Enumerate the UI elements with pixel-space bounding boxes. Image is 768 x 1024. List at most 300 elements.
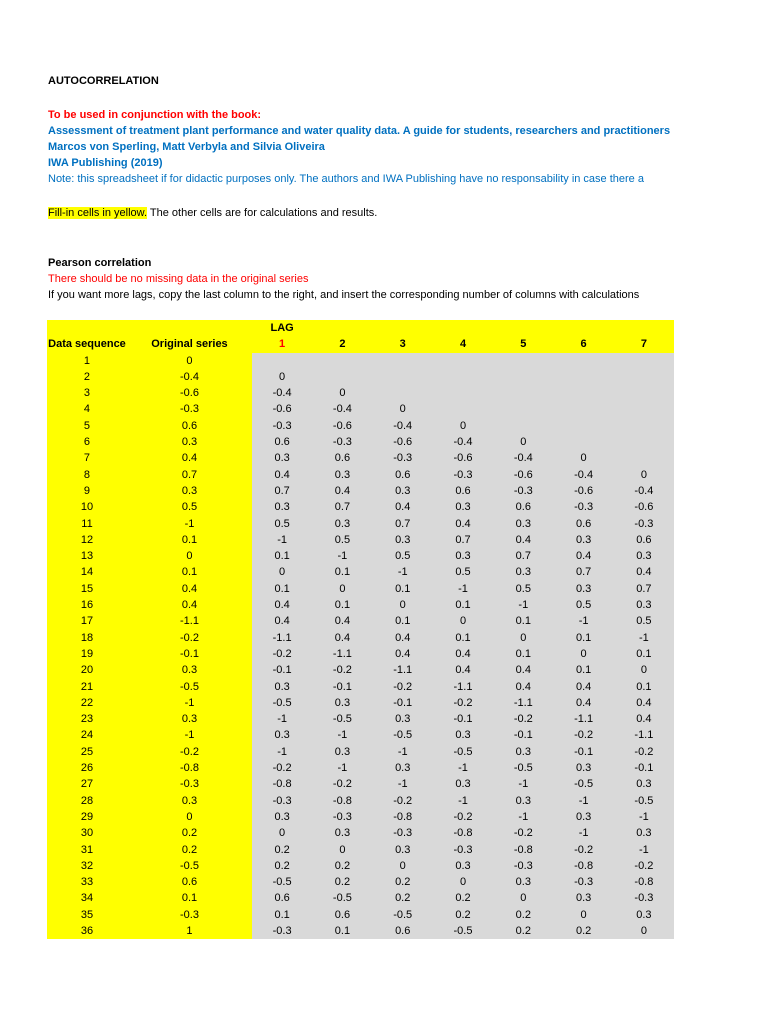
lagged-cell: [493, 369, 553, 385]
lagged-cell: -0.5: [493, 760, 553, 776]
sequence-cell: 1: [47, 353, 127, 369]
original-cell: 0.7: [127, 467, 252, 483]
lagged-cell: [553, 385, 613, 401]
original-cell: -0.3: [127, 907, 252, 923]
original-cell: -0.5: [127, 858, 252, 874]
table-row: [47, 467, 674, 483]
original-cell: 0: [127, 809, 252, 825]
original-cell: 0.4: [127, 597, 252, 613]
original-cell: -0.2: [127, 744, 252, 760]
autocorrelation-table: [47, 320, 674, 939]
lagged-cell: [614, 401, 674, 417]
lagged-cell: 0.2: [553, 923, 613, 939]
lagged-cell: -0.6: [553, 483, 613, 499]
header-blank: [614, 320, 674, 336]
sequence-cell: 17: [47, 613, 127, 629]
lagged-cell: -1.1: [493, 695, 553, 711]
lagged-cell: [614, 369, 674, 385]
lagged-cell: 0.2: [433, 907, 493, 923]
lagged-cell: 0.5: [312, 532, 372, 548]
original-cell: 0.4: [127, 581, 252, 597]
lagged-cell: 0.6: [312, 450, 372, 466]
sequence-cell: 20: [47, 662, 127, 678]
original-cell: -1: [127, 695, 252, 711]
original-cell: 0.2: [127, 842, 252, 858]
table-row: [47, 564, 674, 580]
lagged-cell: 0: [614, 923, 674, 939]
lag-header: 6: [553, 336, 613, 352]
lagged-cell: 0.3: [433, 727, 493, 743]
lagged-cell: 0.3: [493, 793, 553, 809]
lagged-cell: 0.3: [553, 890, 613, 906]
lagged-cell: 0.2: [312, 874, 372, 890]
lagged-cell: -0.8: [614, 874, 674, 890]
table-row: [47, 727, 674, 743]
lagged-cell: 0.1: [312, 923, 372, 939]
lagged-cell: -0.8: [312, 793, 372, 809]
lagged-cell: -0.8: [553, 858, 613, 874]
lagged-cell: 0.4: [493, 532, 553, 548]
header-blank: [433, 320, 493, 336]
lag-label: LAG: [252, 320, 312, 336]
lagged-cell: -0.2: [493, 825, 553, 841]
lagged-cell: [433, 385, 493, 401]
lagged-cell: 0.2: [493, 923, 553, 939]
sequence-cell: 6: [47, 434, 127, 450]
sequence-cell: 21: [47, 679, 127, 695]
lagged-cell: -1: [373, 564, 433, 580]
lagged-cell: -1.1: [312, 646, 372, 662]
lagged-cell: -0.5: [553, 776, 613, 792]
lagged-cell: -0.4: [433, 434, 493, 450]
lagged-cell: -0.8: [493, 842, 553, 858]
lagged-cell: [553, 369, 613, 385]
sequence-cell: 14: [47, 564, 127, 580]
lagged-cell: 0: [614, 662, 674, 678]
lagged-cell: -0.2: [493, 711, 553, 727]
lagged-cell: -1.1: [614, 727, 674, 743]
original-cell: -0.1: [127, 646, 252, 662]
table-row: [47, 613, 674, 629]
lagged-cell: [373, 385, 433, 401]
lagged-cell: 0.4: [312, 630, 372, 646]
lagged-cell: 0.1: [553, 630, 613, 646]
lagged-cell: [433, 401, 493, 417]
original-cell: 0.3: [127, 662, 252, 678]
lagged-cell: 0.6: [252, 434, 312, 450]
lagged-cell: 0.3: [373, 842, 433, 858]
lagged-cell: 0.4: [252, 613, 312, 629]
table-row: [47, 923, 674, 939]
lagged-cell: [614, 385, 674, 401]
lagged-cell: -0.5: [433, 923, 493, 939]
lagged-cell: -0.3: [614, 516, 674, 532]
lagged-cell: -0.4: [373, 418, 433, 434]
lagged-cell: [553, 418, 613, 434]
lagged-cell: -1.1: [252, 630, 312, 646]
lag-header: 3: [373, 336, 433, 352]
lagged-cell: [614, 450, 674, 466]
lagged-cell: -1: [493, 809, 553, 825]
table-row: [47, 483, 674, 499]
sequence-cell: 8: [47, 467, 127, 483]
lagged-cell: 0.3: [553, 809, 613, 825]
table-row: [47, 858, 674, 874]
lagged-cell: -0.1: [614, 760, 674, 776]
lagged-cell: 0.3: [553, 760, 613, 776]
lagged-cell: 0.4: [614, 564, 674, 580]
lagged-cell: -0.2: [433, 695, 493, 711]
lagged-cell: -1: [252, 711, 312, 727]
header-blank: [47, 320, 127, 336]
lagged-cell: -0.1: [373, 695, 433, 711]
book-intro: To be used in conjunction with the book:: [48, 109, 262, 121]
lagged-cell: -1: [433, 760, 493, 776]
original-cell: 0.3: [127, 711, 252, 727]
lagged-cell: -1.1: [553, 711, 613, 727]
table-row: [47, 385, 674, 401]
lagged-cell: -1: [614, 630, 674, 646]
lagged-cell: 0.3: [433, 548, 493, 564]
lagged-cell: 0.3: [614, 825, 674, 841]
lagged-cell: -0.3: [493, 858, 553, 874]
lag-header: 7: [614, 336, 674, 352]
lagged-cell: -0.2: [553, 727, 613, 743]
table-row: [47, 825, 674, 841]
lagged-cell: -0.2: [312, 776, 372, 792]
lagged-cell: -0.5: [433, 744, 493, 760]
original-cell: 1: [127, 923, 252, 939]
lagged-cell: -1: [252, 744, 312, 760]
original-cell: 0.2: [127, 825, 252, 841]
sequence-cell: 25: [47, 744, 127, 760]
lagged-cell: 0.3: [614, 597, 674, 613]
lagged-cell: -0.2: [433, 809, 493, 825]
page-title: AUTOCORRELATION: [48, 75, 159, 87]
more-lags-note: If you want more lags, copy the last column to the right, and insert the corresponding number of columns with calculations: [48, 289, 640, 301]
column-header-sequence: Data sequence: [47, 336, 127, 352]
lagged-cell: 0.1: [493, 646, 553, 662]
lagged-cell: -0.4: [312, 401, 372, 417]
lagged-cell: -0.2: [252, 760, 312, 776]
header-blank: [127, 320, 252, 336]
table-row: [47, 679, 674, 695]
lagged-cell: -1: [553, 825, 613, 841]
lagged-cell: 0.7: [493, 548, 553, 564]
table-row: [47, 401, 674, 417]
table-row: [47, 695, 674, 711]
table-row: [47, 418, 674, 434]
original-cell: -0.6: [127, 385, 252, 401]
lagged-cell: 0.1: [373, 613, 433, 629]
lagged-cell: 0.4: [373, 499, 433, 515]
lagged-cell: 0.4: [433, 516, 493, 532]
lagged-cell: -0.2: [312, 662, 372, 678]
lagged-cell: -0.2: [373, 679, 433, 695]
lagged-cell: -0.6: [252, 401, 312, 417]
lagged-cell: -0.3: [373, 825, 433, 841]
lagged-cell: 0: [614, 467, 674, 483]
sequence-cell: 11: [47, 516, 127, 532]
lagged-cell: 0.2: [373, 890, 433, 906]
table-row: [47, 450, 674, 466]
lagged-cell: 0.3: [493, 874, 553, 890]
lagged-cell: 0: [312, 385, 372, 401]
lagged-cell: 0.3: [312, 744, 372, 760]
table-row: [47, 353, 674, 369]
original-cell: 0: [127, 353, 252, 369]
lagged-cell: 0.3: [614, 776, 674, 792]
sequence-cell: 13: [47, 548, 127, 564]
lagged-cell: -0.6: [493, 467, 553, 483]
lagged-cell: 0.6: [614, 532, 674, 548]
lagged-cell: -0.5: [373, 727, 433, 743]
lagged-cell: 0.1: [433, 630, 493, 646]
lagged-cell: [373, 353, 433, 369]
original-cell: 0.5: [127, 499, 252, 515]
table-row: [47, 499, 674, 515]
lagged-cell: 0.6: [373, 923, 433, 939]
table-row: [47, 809, 674, 825]
lagged-cell: 0.3: [433, 858, 493, 874]
original-cell: 0.1: [127, 564, 252, 580]
lagged-cell: -0.2: [614, 858, 674, 874]
lagged-cell: 0: [493, 890, 553, 906]
lagged-cell: 0.3: [373, 483, 433, 499]
lagged-cell: [553, 353, 613, 369]
lagged-cell: 0.6: [252, 890, 312, 906]
lagged-cell: 0.3: [252, 727, 312, 743]
table-row: [47, 874, 674, 890]
table-row: [47, 369, 674, 385]
table-row: [47, 744, 674, 760]
lagged-cell: 0.2: [312, 858, 372, 874]
lagged-cell: 0.2: [373, 874, 433, 890]
sequence-cell: 30: [47, 825, 127, 841]
lagged-cell: 0: [553, 907, 613, 923]
lagged-cell: 0.4: [252, 467, 312, 483]
lagged-cell: -0.5: [252, 695, 312, 711]
fill-highlight: Fill-in cells in yellow.: [48, 207, 148, 219]
lagged-cell: -0.8: [433, 825, 493, 841]
original-cell: -0.3: [127, 401, 252, 417]
lagged-cell: 0.3: [433, 776, 493, 792]
lagged-cell: 0.1: [312, 564, 372, 580]
lagged-cell: 0.3: [493, 564, 553, 580]
lagged-cell: 0: [373, 858, 433, 874]
lagged-cell: -0.8: [373, 809, 433, 825]
lagged-cell: 0.4: [614, 711, 674, 727]
original-cell: 0.6: [127, 418, 252, 434]
original-cell: 0.1: [127, 890, 252, 906]
lagged-cell: 0.2: [252, 842, 312, 858]
lagged-cell: -1: [493, 776, 553, 792]
sequence-cell: 28: [47, 793, 127, 809]
sequence-cell: 36: [47, 923, 127, 939]
lagged-cell: 0.1: [433, 597, 493, 613]
lagged-cell: -1: [553, 793, 613, 809]
lagged-cell: -1: [553, 613, 613, 629]
lagged-cell: 0.3: [252, 679, 312, 695]
original-cell: 0: [127, 548, 252, 564]
table-row: [47, 532, 674, 548]
lagged-cell: 0: [312, 581, 372, 597]
lagged-cell: -1: [493, 597, 553, 613]
lagged-cell: 0: [252, 825, 312, 841]
lagged-cell: -0.1: [433, 711, 493, 727]
book-authors: Marcos von Sperling, Matt Verbyla and Silvia Oliveira: [48, 141, 325, 153]
lagged-cell: 0.5: [433, 564, 493, 580]
lagged-cell: 0.4: [312, 483, 372, 499]
original-cell: -1.1: [127, 613, 252, 629]
table-row: [47, 646, 674, 662]
lagged-cell: -1.1: [373, 662, 433, 678]
sequence-cell: 29: [47, 809, 127, 825]
lagged-cell: 0.1: [252, 548, 312, 564]
lagged-cell: 0: [553, 450, 613, 466]
table-row: [47, 793, 674, 809]
table-row: [47, 842, 674, 858]
table-row: [47, 776, 674, 792]
original-cell: 0.3: [127, 483, 252, 499]
original-cell: -0.2: [127, 630, 252, 646]
original-cell: 0.4: [127, 450, 252, 466]
lagged-cell: 0: [493, 630, 553, 646]
lagged-cell: 0.5: [614, 613, 674, 629]
lagged-cell: -0.3: [312, 809, 372, 825]
header-blank: [373, 320, 433, 336]
lagged-cell: -1: [312, 727, 372, 743]
lagged-cell: -0.3: [493, 483, 553, 499]
sequence-cell: 18: [47, 630, 127, 646]
lagged-cell: -0.1: [493, 727, 553, 743]
lagged-cell: -0.3: [252, 923, 312, 939]
lagged-cell: 0.4: [252, 597, 312, 613]
lagged-cell: 0.1: [553, 662, 613, 678]
lagged-cell: -0.1: [252, 662, 312, 678]
table-row: [47, 597, 674, 613]
lagged-cell: -0.4: [252, 385, 312, 401]
lagged-cell: 0.6: [433, 483, 493, 499]
table-row: [47, 581, 674, 597]
table-row: [47, 434, 674, 450]
lagged-cell: [614, 434, 674, 450]
lagged-cell: -0.2: [614, 744, 674, 760]
lagged-cell: -0.3: [252, 793, 312, 809]
lagged-cell: 0: [312, 842, 372, 858]
lagged-cell: 0.4: [433, 662, 493, 678]
lagged-cell: -0.5: [614, 793, 674, 809]
lagged-cell: 0.3: [493, 744, 553, 760]
lagged-cell: [493, 385, 553, 401]
lagged-cell: -0.6: [614, 499, 674, 515]
lagged-cell: -0.3: [433, 467, 493, 483]
lagged-cell: 0.4: [373, 630, 433, 646]
lagged-cell: 0.6: [493, 499, 553, 515]
lagged-cell: 0.5: [373, 548, 433, 564]
table-row: [47, 662, 674, 678]
original-cell: 0.3: [127, 434, 252, 450]
lagged-cell: 0.3: [433, 499, 493, 515]
lagged-cell: 0.4: [553, 548, 613, 564]
lagged-cell: -0.3: [433, 842, 493, 858]
sequence-cell: 31: [47, 842, 127, 858]
header-blank: [493, 320, 553, 336]
lagged-cell: 0.1: [252, 581, 312, 597]
lagged-cell: -0.5: [312, 890, 372, 906]
header-row: [47, 336, 674, 352]
lagged-cell: -0.3: [373, 450, 433, 466]
header-blank: [553, 320, 613, 336]
lagged-cell: 0.7: [553, 564, 613, 580]
pearson-title: Pearson correlation: [48, 257, 152, 269]
lagged-cell: -0.2: [553, 842, 613, 858]
lagged-cell: 0.3: [312, 695, 372, 711]
table-row: [47, 630, 674, 646]
lagged-cell: -0.3: [614, 890, 674, 906]
lagged-cell: 0.7: [433, 532, 493, 548]
lagged-cell: -0.2: [252, 646, 312, 662]
lagged-cell: [252, 353, 312, 369]
lagged-cell: -0.6: [373, 434, 433, 450]
sequence-cell: 2: [47, 369, 127, 385]
header-row-lag: [47, 320, 674, 336]
book-title: Assessment of treatment plant performance and water quality data. A guide for students, researchers and practitioners: [48, 125, 671, 137]
lagged-cell: -0.4: [614, 483, 674, 499]
lag-header: 5: [493, 336, 553, 352]
lagged-cell: 0.5: [553, 597, 613, 613]
lagged-cell: -1: [614, 842, 674, 858]
lagged-cell: [312, 369, 372, 385]
lagged-cell: -1: [373, 776, 433, 792]
lagged-cell: 0.3: [373, 532, 433, 548]
lagged-cell: 0: [553, 646, 613, 662]
column-header-original: Original series: [127, 336, 252, 352]
lagged-cell: -1.1: [433, 679, 493, 695]
table-row: [47, 760, 674, 776]
sequence-cell: 9: [47, 483, 127, 499]
lagged-cell: 0.3: [312, 516, 372, 532]
sequence-cell: 33: [47, 874, 127, 890]
lagged-cell: -0.3: [312, 434, 372, 450]
lagged-cell: -0.3: [252, 418, 312, 434]
table-row: [47, 907, 674, 923]
lagged-cell: 0.3: [252, 450, 312, 466]
lagged-cell: [553, 401, 613, 417]
lagged-cell: 0.7: [312, 499, 372, 515]
lagged-cell: 0: [433, 874, 493, 890]
original-cell: -0.8: [127, 760, 252, 776]
lagged-cell: -0.1: [312, 679, 372, 695]
lagged-cell: [614, 353, 674, 369]
original-cell: -1: [127, 516, 252, 532]
lagged-cell: 0.3: [614, 548, 674, 564]
original-cell: -0.3: [127, 776, 252, 792]
lagged-cell: -0.5: [312, 711, 372, 727]
lagged-cell: -0.3: [553, 499, 613, 515]
lagged-cell: [312, 353, 372, 369]
sequence-cell: 34: [47, 890, 127, 906]
sequence-cell: 32: [47, 858, 127, 874]
lagged-cell: 0.3: [553, 581, 613, 597]
lagged-cell: 0.1: [614, 679, 674, 695]
original-cell: -0.4: [127, 369, 252, 385]
lagged-cell: -1: [252, 532, 312, 548]
sequence-cell: 16: [47, 597, 127, 613]
header-blank: [312, 320, 372, 336]
lagged-cell: -0.2: [373, 793, 433, 809]
lagged-cell: 0: [252, 369, 312, 385]
